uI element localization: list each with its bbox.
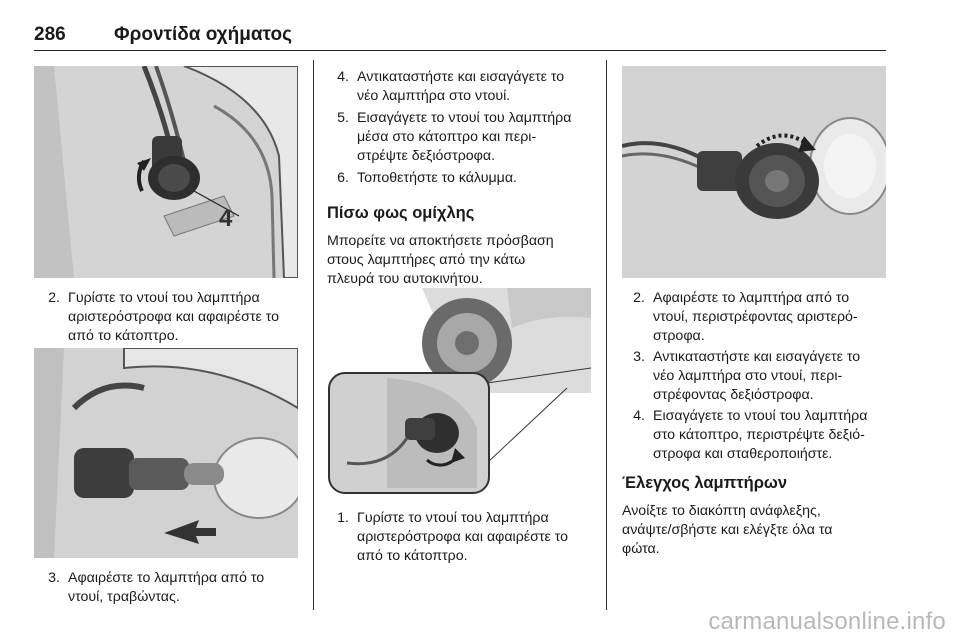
callout-number: 4 [219,205,233,232]
column-divider [606,60,607,610]
watermark: carmanualsonline.info [708,608,946,635]
column-divider [313,60,314,610]
page-number: 286 [34,24,66,45]
bulb-check-paragraph: Ανοίξτε το διακόπτη ανάφλεξης, ανάψτε/σβήστε και ελέγξτε όλα τα φώτα. [622,503,833,557]
page-title: Φροντίδα οχήματος [114,24,292,45]
page-header [34,22,886,51]
illustration-remove-bulb [34,348,298,558]
intro-paragraph: Μπορείτε να αποκτήσετε πρόσβαση στους λαμπτήρες από την κάτω πλευρά του αυτοκινήτου. [327,233,554,287]
illustration-rear-fog-access [327,288,591,498]
section-heading-bulb-check: Έλεγχος λαμπτήρων [622,474,788,492]
section-heading-rear-fog: Πίσω φως ομίχλης [327,204,475,222]
illustration-fog-bulb-rotate [622,66,886,278]
illustration-bulb-holder-rear [34,66,298,278]
